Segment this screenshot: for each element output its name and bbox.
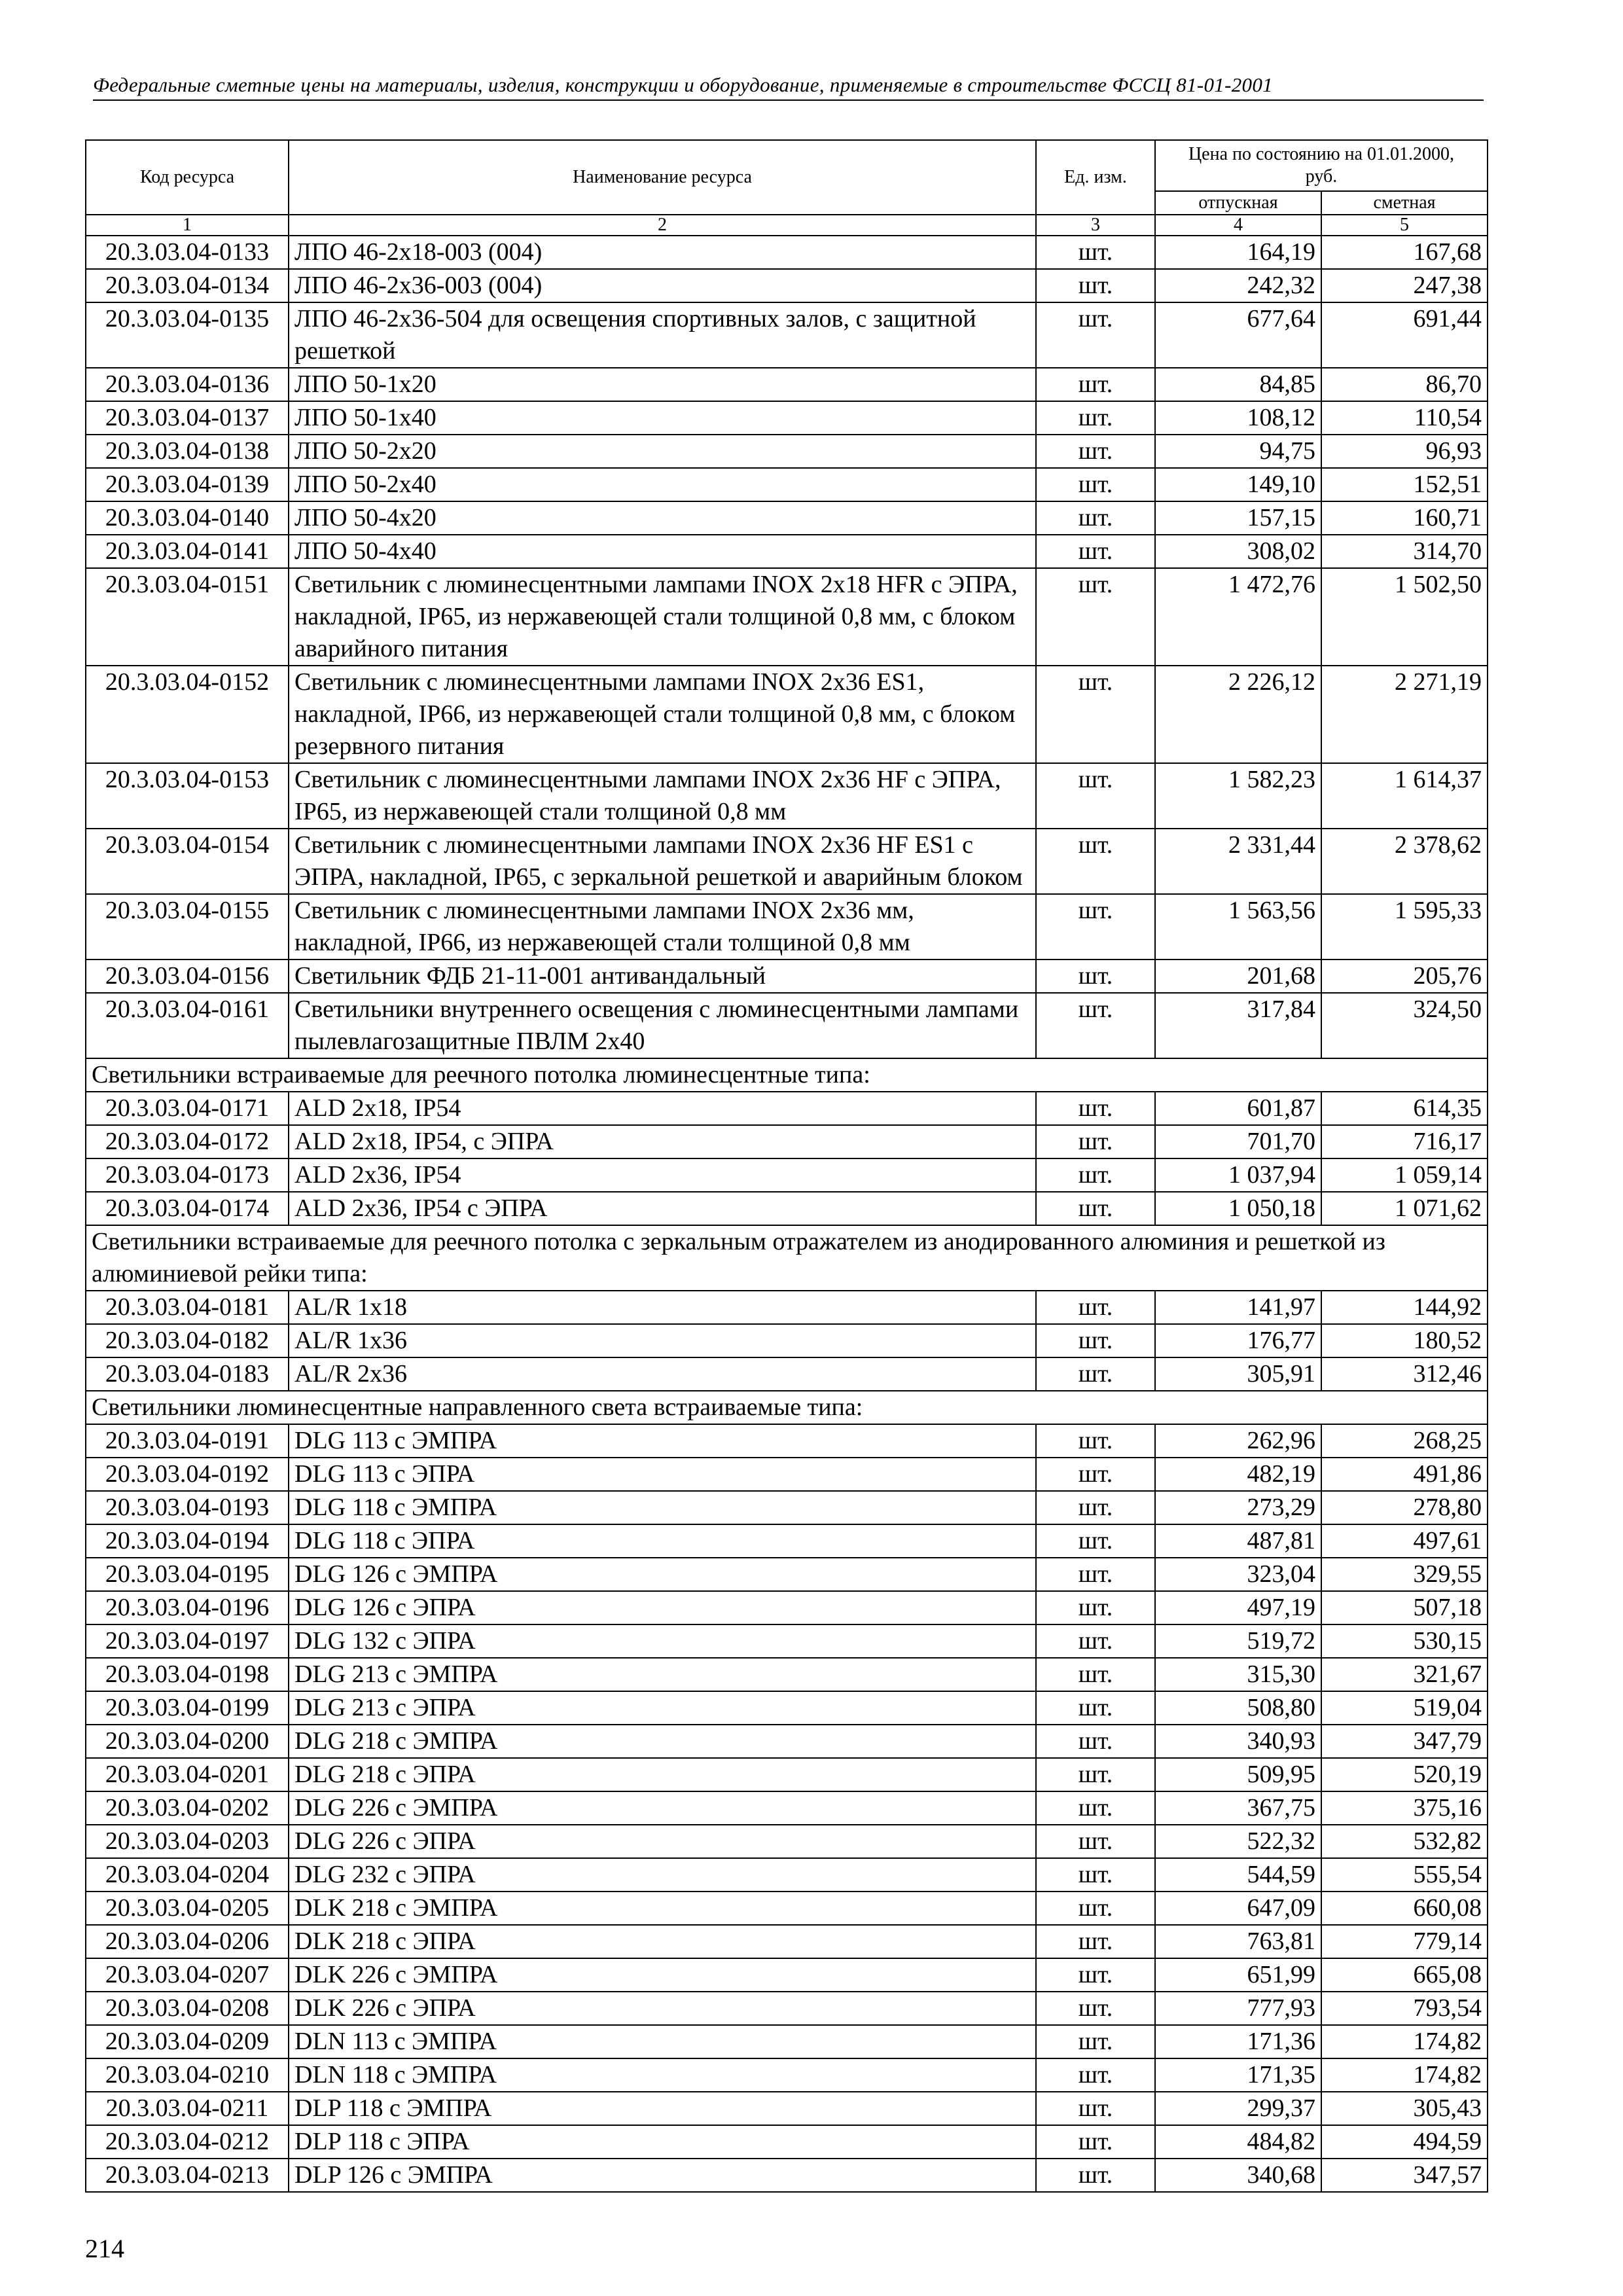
- estimate-price: 520,19: [1321, 1758, 1488, 1791]
- resource-code: 20.3.03.04-0134: [86, 269, 289, 302]
- resource-name: DLP 118 с ЭМПРА: [289, 2092, 1036, 2125]
- table-row: [86, 468, 1488, 501]
- resource-name: DLK 226 с ЭМПРА: [289, 1958, 1036, 1992]
- unit: шт.: [1036, 1092, 1155, 1125]
- estimate-price: 324,50: [1321, 993, 1488, 1058]
- page-number: 214: [85, 2234, 124, 2263]
- unit: шт.: [1036, 2025, 1155, 2058]
- resource-name: ЛПО 46-2х18-003 (004): [289, 236, 1036, 269]
- table-row: [86, 1558, 1488, 1591]
- release-price: 340,93: [1155, 1725, 1321, 1758]
- column-number: 2: [289, 215, 1036, 236]
- resource-name: AL/R 2х36: [289, 1357, 1036, 1391]
- estimate-price: 312,46: [1321, 1357, 1488, 1391]
- unit: шт.: [1036, 435, 1155, 468]
- resource-code: 20.3.03.04-0199: [86, 1691, 289, 1725]
- unit: шт.: [1036, 1591, 1155, 1624]
- unit: шт.: [1036, 1291, 1155, 1324]
- resource-name: DLG 126 с ЭМПРА: [289, 1558, 1036, 1591]
- estimate-price: 268,25: [1321, 1424, 1488, 1458]
- table-row: [86, 1892, 1488, 1925]
- resource-code: 20.3.03.04-0193: [86, 1491, 289, 1524]
- unit: шт.: [1036, 2092, 1155, 2125]
- table-row: [86, 829, 1488, 894]
- release-price: 1 472,76: [1155, 568, 1321, 666]
- estimate-price: 86,70: [1321, 368, 1488, 401]
- estimate-price: 205,76: [1321, 960, 1488, 993]
- release-price: 508,80: [1155, 1691, 1321, 1725]
- unit: шт.: [1036, 1758, 1155, 1791]
- unit: шт.: [1036, 894, 1155, 960]
- resource-name: DLG 118 с ЭПРА: [289, 1524, 1036, 1558]
- estimate-price: 614,35: [1321, 1092, 1488, 1125]
- table-row: [86, 401, 1488, 435]
- table-row: [86, 1591, 1488, 1624]
- release-price: 482,19: [1155, 1458, 1321, 1491]
- table-row: [86, 501, 1488, 535]
- header-price: Цена по состоянию на 01.01.2000, руб.: [1155, 140, 1488, 191]
- resource-name: DLG 218 с ЭПРА: [289, 1758, 1036, 1791]
- header-estimate-price: сметная: [1321, 191, 1488, 215]
- price-table: [85, 139, 1488, 2193]
- estimate-price: 494,59: [1321, 2125, 1488, 2159]
- resource-name: ЛПО 50-2х20: [289, 435, 1036, 468]
- resource-name: Светильник с люминесцентными лампами INOX 2х18 HFR с ЭПРА, накладной, IP65, из нержавеющей стали толщиной 0,8 мм, с блоком аварийного питания: [289, 568, 1036, 666]
- unit: шт.: [1036, 501, 1155, 535]
- release-price: 647,09: [1155, 1892, 1321, 1925]
- release-price: 497,19: [1155, 1591, 1321, 1624]
- resource-name: Светильник с люминесцентными лампами INOX 2х36 ES1, накладной, IP66, из нержавеющей стали толщиной 0,8 мм, с блоком резервного питания: [289, 666, 1036, 763]
- unit: шт.: [1036, 1958, 1155, 1992]
- estimate-price: 1 614,37: [1321, 763, 1488, 829]
- table-row: [86, 1658, 1488, 1691]
- running-header: Федеральные сметные цены на материалы, изделия, конструкции и оборудование, применяемые в строительстве ФССЦ 81-01-2001: [93, 73, 1484, 101]
- estimate-price: 519,04: [1321, 1691, 1488, 1725]
- resource-code: 20.3.03.04-0171: [86, 1092, 289, 1125]
- table-row: [86, 1491, 1488, 1524]
- resource-code: 20.3.03.04-0209: [86, 2025, 289, 2058]
- unit: шт.: [1036, 1125, 1155, 1158]
- resource-code: 20.3.03.04-0154: [86, 829, 289, 894]
- resource-name: DLK 226 с ЭПРА: [289, 1992, 1036, 2025]
- resource-code: 20.3.03.04-0213: [86, 2159, 289, 2192]
- estimate-price: 530,15: [1321, 1624, 1488, 1658]
- release-price: 763,81: [1155, 1925, 1321, 1958]
- unit: шт.: [1036, 236, 1155, 269]
- release-price: 201,68: [1155, 960, 1321, 993]
- release-price: 777,93: [1155, 1992, 1321, 2025]
- release-price: 1 582,23: [1155, 763, 1321, 829]
- table-row: [86, 960, 1488, 993]
- release-price: 262,96: [1155, 1424, 1321, 1458]
- release-price: 84,85: [1155, 368, 1321, 401]
- resource-code: 20.3.03.04-0161: [86, 993, 289, 1058]
- resource-name: ЛПО 46-2х36-003 (004): [289, 269, 1036, 302]
- table-row: [86, 269, 1488, 302]
- unit: шт.: [1036, 1992, 1155, 2025]
- table-row: [86, 1291, 1488, 1324]
- estimate-price: 660,08: [1321, 1892, 1488, 1925]
- table-row: [86, 894, 1488, 960]
- resource-name: AL/R 1х36: [289, 1324, 1036, 1357]
- unit: шт.: [1036, 1825, 1155, 1858]
- unit: шт.: [1036, 1892, 1155, 1925]
- resource-code: 20.3.03.04-0203: [86, 1825, 289, 1858]
- table-row: [86, 435, 1488, 468]
- header-name: Наименование ресурса: [289, 140, 1036, 215]
- estimate-price: 1 071,62: [1321, 1192, 1488, 1225]
- release-price: 1 050,18: [1155, 1192, 1321, 1225]
- resource-code: 20.3.03.04-0155: [86, 894, 289, 960]
- resource-name: DLG 213 с ЭПРА: [289, 1691, 1036, 1725]
- section-heading: Светильники люминесцентные направленного света встраиваемые типа:: [86, 1391, 1488, 1424]
- resource-code: 20.3.03.04-0210: [86, 2058, 289, 2092]
- resource-name: Светильник с люминесцентными лампами INOX 2х36 мм, накладной, IP66, из нержавеющей стали толщиной 0,8 мм: [289, 894, 1036, 960]
- resource-code: 20.3.03.04-0194: [86, 1524, 289, 1558]
- resource-name: DLP 118 с ЭПРА: [289, 2125, 1036, 2159]
- resource-code: 20.3.03.04-0198: [86, 1658, 289, 1691]
- section-heading-row: [86, 1058, 1488, 1092]
- resource-code: 20.3.03.04-0196: [86, 1591, 289, 1624]
- resource-code: 20.3.03.04-0172: [86, 1125, 289, 1158]
- table-row: [86, 1324, 1488, 1357]
- resource-name: DLG 118 с ЭМПРА: [289, 1491, 1036, 1524]
- resource-name: DLG 226 с ЭПРА: [289, 1825, 1036, 1858]
- table-row: [86, 666, 1488, 763]
- table-row: [86, 1458, 1488, 1491]
- table-row: [86, 2025, 1488, 2058]
- table-row: [86, 2092, 1488, 2125]
- resource-code: 20.3.03.04-0192: [86, 1458, 289, 1491]
- table-row: [86, 1158, 1488, 1192]
- resource-code: 20.3.03.04-0136: [86, 368, 289, 401]
- estimate-price: 305,43: [1321, 2092, 1488, 2125]
- unit: шт.: [1036, 1192, 1155, 1225]
- resource-code: 20.3.03.04-0208: [86, 1992, 289, 2025]
- release-price: 487,81: [1155, 1524, 1321, 1558]
- estimate-price: 347,57: [1321, 2159, 1488, 2192]
- unit: шт.: [1036, 368, 1155, 401]
- unit: шт.: [1036, 535, 1155, 568]
- release-price: 2 331,44: [1155, 829, 1321, 894]
- estimate-price: 160,71: [1321, 501, 1488, 535]
- resource-code: 20.3.03.04-0174: [86, 1192, 289, 1225]
- release-price: 108,12: [1155, 401, 1321, 435]
- release-price: 299,37: [1155, 2092, 1321, 2125]
- resource-name: Светильник с люминесцентными лампами INOX 2х36 HF ES1 с ЭПРА, накладной, IP65, с зеркальной решеткой и аварийным блоком: [289, 829, 1036, 894]
- resource-code: 20.3.03.04-0212: [86, 2125, 289, 2159]
- resource-name: ALD 2х18, IP54, с ЭПРА: [289, 1125, 1036, 1158]
- estimate-price: 167,68: [1321, 236, 1488, 269]
- resource-name: Светильники внутреннего освещения с люминесцентными лампами пылевлагозащитные ПВЛМ 2х40: [289, 993, 1036, 1058]
- unit: шт.: [1036, 2058, 1155, 2092]
- unit: шт.: [1036, 960, 1155, 993]
- resource-name: DLG 132 с ЭПРА: [289, 1624, 1036, 1658]
- resource-code: 20.3.03.04-0204: [86, 1858, 289, 1892]
- estimate-price: 497,61: [1321, 1524, 1488, 1558]
- table-row: [86, 2159, 1488, 2192]
- resource-code: 20.3.03.04-0211: [86, 2092, 289, 2125]
- estimate-price: 180,52: [1321, 1324, 1488, 1357]
- resource-name: Светильник с люминесцентными лампами INOX 2х36 HF с ЭПРА, IP65, из нержавеющей стали толщиной 0,8 мм: [289, 763, 1036, 829]
- resource-name: DLG 126 с ЭПРА: [289, 1591, 1036, 1624]
- resource-code: 20.3.03.04-0151: [86, 568, 289, 666]
- resource-code: 20.3.03.04-0197: [86, 1624, 289, 1658]
- estimate-price: 555,54: [1321, 1858, 1488, 1892]
- release-price: 544,59: [1155, 1858, 1321, 1892]
- release-price: 171,35: [1155, 2058, 1321, 2092]
- estimate-price: 691,44: [1321, 302, 1488, 368]
- unit: шт.: [1036, 829, 1155, 894]
- unit: шт.: [1036, 1158, 1155, 1192]
- release-price: 176,77: [1155, 1324, 1321, 1357]
- table-row: [86, 1958, 1488, 1992]
- estimate-price: 144,92: [1321, 1291, 1488, 1324]
- table-row: [86, 1858, 1488, 1892]
- resource-name: DLN 118 с ЭМПРА: [289, 2058, 1036, 2092]
- table-row: [86, 368, 1488, 401]
- unit: шт.: [1036, 763, 1155, 829]
- table-row: [86, 1624, 1488, 1658]
- table-row: [86, 1524, 1488, 1558]
- unit: шт.: [1036, 1524, 1155, 1558]
- resource-name: DLG 113 с ЭМПРА: [289, 1424, 1036, 1458]
- section-heading-row: [86, 1225, 1488, 1291]
- estimate-price: 247,38: [1321, 269, 1488, 302]
- resource-name: DLN 113 с ЭМПРА: [289, 2025, 1036, 2058]
- table-row: [86, 568, 1488, 666]
- table-row: [86, 1925, 1488, 1958]
- unit: шт.: [1036, 1491, 1155, 1524]
- unit: шт.: [1036, 1925, 1155, 1958]
- release-price: 484,82: [1155, 2125, 1321, 2159]
- column-number: 4: [1155, 215, 1321, 236]
- column-number: 1: [86, 215, 289, 236]
- unit: шт.: [1036, 302, 1155, 368]
- table-row: [86, 535, 1488, 568]
- resource-name: ALD 2х36, IP54 с ЭПРА: [289, 1192, 1036, 1225]
- table-row: [86, 993, 1488, 1058]
- release-price: 367,75: [1155, 1791, 1321, 1825]
- resource-code: 20.3.03.04-0200: [86, 1725, 289, 1758]
- table-row: [86, 1125, 1488, 1158]
- unit: шт.: [1036, 666, 1155, 763]
- estimate-price: 1 059,14: [1321, 1158, 1488, 1192]
- table-body: [86, 236, 1488, 2192]
- unit: шт.: [1036, 1458, 1155, 1491]
- resource-name: ALD 2х36, IP54: [289, 1158, 1036, 1192]
- resource-code: 20.3.03.04-0183: [86, 1357, 289, 1391]
- resource-code: 20.3.03.04-0206: [86, 1925, 289, 1958]
- unit: шт.: [1036, 1658, 1155, 1691]
- resource-name: DLK 218 с ЭПРА: [289, 1925, 1036, 1958]
- release-price: 308,02: [1155, 535, 1321, 568]
- estimate-price: 321,67: [1321, 1658, 1488, 1691]
- unit: шт.: [1036, 1324, 1155, 1357]
- unit: шт.: [1036, 2125, 1155, 2159]
- unit: шт.: [1036, 1558, 1155, 1591]
- estimate-price: 174,82: [1321, 2025, 1488, 2058]
- release-price: 171,36: [1155, 2025, 1321, 2058]
- resource-name: ЛПО 50-4х20: [289, 501, 1036, 535]
- estimate-price: 375,16: [1321, 1791, 1488, 1825]
- resource-code: 20.3.03.04-0141: [86, 535, 289, 568]
- release-price: 340,68: [1155, 2159, 1321, 2192]
- estimate-price: 507,18: [1321, 1591, 1488, 1624]
- resource-code: 20.3.03.04-0153: [86, 763, 289, 829]
- header-unit: Ед. изм.: [1036, 140, 1155, 215]
- resource-code: 20.3.03.04-0201: [86, 1758, 289, 1791]
- resource-code: 20.3.03.04-0182: [86, 1324, 289, 1357]
- table-row: [86, 236, 1488, 269]
- estimate-price: 716,17: [1321, 1125, 1488, 1158]
- release-price: 94,75: [1155, 435, 1321, 468]
- unit: шт.: [1036, 1791, 1155, 1825]
- resource-name: ЛПО 50-4х40: [289, 535, 1036, 568]
- table-row: [86, 2125, 1488, 2159]
- section-heading: Светильники встраиваемые для реечного потолка с зеркальным отражателем из анодированного алюминия и решеткой из алюминиевой рейки типа:: [86, 1225, 1488, 1291]
- section-heading-row: [86, 1391, 1488, 1424]
- estimate-price: 793,54: [1321, 1992, 1488, 2025]
- release-price: 323,04: [1155, 1558, 1321, 1591]
- resource-code: 20.3.03.04-0137: [86, 401, 289, 435]
- table-row: [86, 1092, 1488, 1125]
- unit: шт.: [1036, 993, 1155, 1058]
- unit: шт.: [1036, 1357, 1155, 1391]
- estimate-price: 532,82: [1321, 1825, 1488, 1858]
- resource-code: 20.3.03.04-0135: [86, 302, 289, 368]
- resource-name: ALD 2х18, IP54: [289, 1092, 1036, 1125]
- release-price: 149,10: [1155, 468, 1321, 501]
- unit: шт.: [1036, 1624, 1155, 1658]
- resource-name: AL/R 1х18: [289, 1291, 1036, 1324]
- resource-code: 20.3.03.04-0205: [86, 1892, 289, 1925]
- resource-code: 20.3.03.04-0152: [86, 666, 289, 763]
- estimate-price: 110,54: [1321, 401, 1488, 435]
- table-row: [86, 1825, 1488, 1858]
- resource-code: 20.3.03.04-0191: [86, 1424, 289, 1458]
- table-row: [86, 1791, 1488, 1825]
- estimate-price: 96,93: [1321, 435, 1488, 468]
- column-number: 3: [1036, 215, 1155, 236]
- unit: шт.: [1036, 2159, 1155, 2192]
- resource-code: 20.3.03.04-0173: [86, 1158, 289, 1192]
- release-price: 273,29: [1155, 1491, 1321, 1524]
- release-price: 519,72: [1155, 1624, 1321, 1658]
- release-price: 509,95: [1155, 1758, 1321, 1791]
- estimate-price: 329,55: [1321, 1558, 1488, 1591]
- resource-code: 20.3.03.04-0181: [86, 1291, 289, 1324]
- unit: шт.: [1036, 1858, 1155, 1892]
- resource-code: 20.3.03.04-0195: [86, 1558, 289, 1591]
- unit: шт.: [1036, 1725, 1155, 1758]
- estimate-price: 174,82: [1321, 2058, 1488, 2092]
- resource-name: Светильник ФДБ 21-11-001 антивандальный: [289, 960, 1036, 993]
- table-row: [86, 1992, 1488, 2025]
- resource-code: 20.3.03.04-0133: [86, 236, 289, 269]
- release-price: 164,19: [1155, 236, 1321, 269]
- release-price: 242,32: [1155, 269, 1321, 302]
- estimate-price: 779,14: [1321, 1925, 1488, 1958]
- release-price: 1 563,56: [1155, 894, 1321, 960]
- resource-name: DLP 126 с ЭМПРА: [289, 2159, 1036, 2192]
- estimate-price: 1 595,33: [1321, 894, 1488, 960]
- release-price: 651,99: [1155, 1958, 1321, 1992]
- resource-name: ЛПО 50-2х40: [289, 468, 1036, 501]
- table-row: [86, 2058, 1488, 2092]
- resource-name: DLG 226 с ЭМПРА: [289, 1791, 1036, 1825]
- resource-name: DLG 232 с ЭПРА: [289, 1858, 1036, 1892]
- resource-name: ЛПО 46-2х36-504 для освещения спортивных залов, с защитной решеткой: [289, 302, 1036, 368]
- resource-name: DLG 218 с ЭМПРА: [289, 1725, 1036, 1758]
- estimate-price: 2 378,62: [1321, 829, 1488, 894]
- resource-code: 20.3.03.04-0138: [86, 435, 289, 468]
- estimate-price: 1 502,50: [1321, 568, 1488, 666]
- resource-name: ЛПО 50-1х20: [289, 368, 1036, 401]
- table-row: [86, 302, 1488, 368]
- unit: шт.: [1036, 468, 1155, 501]
- release-price: 305,91: [1155, 1357, 1321, 1391]
- resource-name: DLG 113 с ЭПРА: [289, 1458, 1036, 1491]
- table-row: [86, 1357, 1488, 1391]
- header-code: Код ресурса: [86, 140, 289, 215]
- estimate-price: 2 271,19: [1321, 666, 1488, 763]
- table-row: [86, 763, 1488, 829]
- estimate-price: 347,79: [1321, 1725, 1488, 1758]
- table-row: [86, 1691, 1488, 1725]
- resource-code: 20.3.03.04-0207: [86, 1958, 289, 1992]
- unit: шт.: [1036, 1691, 1155, 1725]
- estimate-price: 665,08: [1321, 1958, 1488, 1992]
- estimate-price: 152,51: [1321, 468, 1488, 501]
- unit: шт.: [1036, 401, 1155, 435]
- estimate-price: 278,80: [1321, 1491, 1488, 1524]
- release-price: 141,97: [1155, 1291, 1321, 1324]
- estimate-price: 314,70: [1321, 535, 1488, 568]
- resource-name: DLG 213 с ЭМПРА: [289, 1658, 1036, 1691]
- table-row: [86, 1758, 1488, 1791]
- release-price: 2 226,12: [1155, 666, 1321, 763]
- release-price: 601,87: [1155, 1092, 1321, 1125]
- unit: шт.: [1036, 568, 1155, 666]
- resource-name: ЛПО 50-1х40: [289, 401, 1036, 435]
- resource-code: 20.3.03.04-0156: [86, 960, 289, 993]
- table-row: [86, 1725, 1488, 1758]
- release-price: 1 037,94: [1155, 1158, 1321, 1192]
- resource-code: 20.3.03.04-0140: [86, 501, 289, 535]
- unit: шт.: [1036, 269, 1155, 302]
- resource-code: 20.3.03.04-0139: [86, 468, 289, 501]
- estimate-price: 491,86: [1321, 1458, 1488, 1491]
- release-price: 522,32: [1155, 1825, 1321, 1858]
- resource-code: 20.3.03.04-0202: [86, 1791, 289, 1825]
- table-row: [86, 1192, 1488, 1225]
- table-row: [86, 1424, 1488, 1458]
- unit: шт.: [1036, 1424, 1155, 1458]
- resource-name: DLK 218 с ЭМПРА: [289, 1892, 1036, 1925]
- header-release-price: отпускная: [1155, 191, 1321, 215]
- section-heading: Светильники встраиваемые для реечного потолка люминесцентные типа:: [86, 1058, 1488, 1092]
- release-price: 157,15: [1155, 501, 1321, 535]
- release-price: 677,64: [1155, 302, 1321, 368]
- release-price: 701,70: [1155, 1125, 1321, 1158]
- release-price: 315,30: [1155, 1658, 1321, 1691]
- column-number: 5: [1321, 215, 1488, 236]
- release-price: 317,84: [1155, 993, 1321, 1058]
